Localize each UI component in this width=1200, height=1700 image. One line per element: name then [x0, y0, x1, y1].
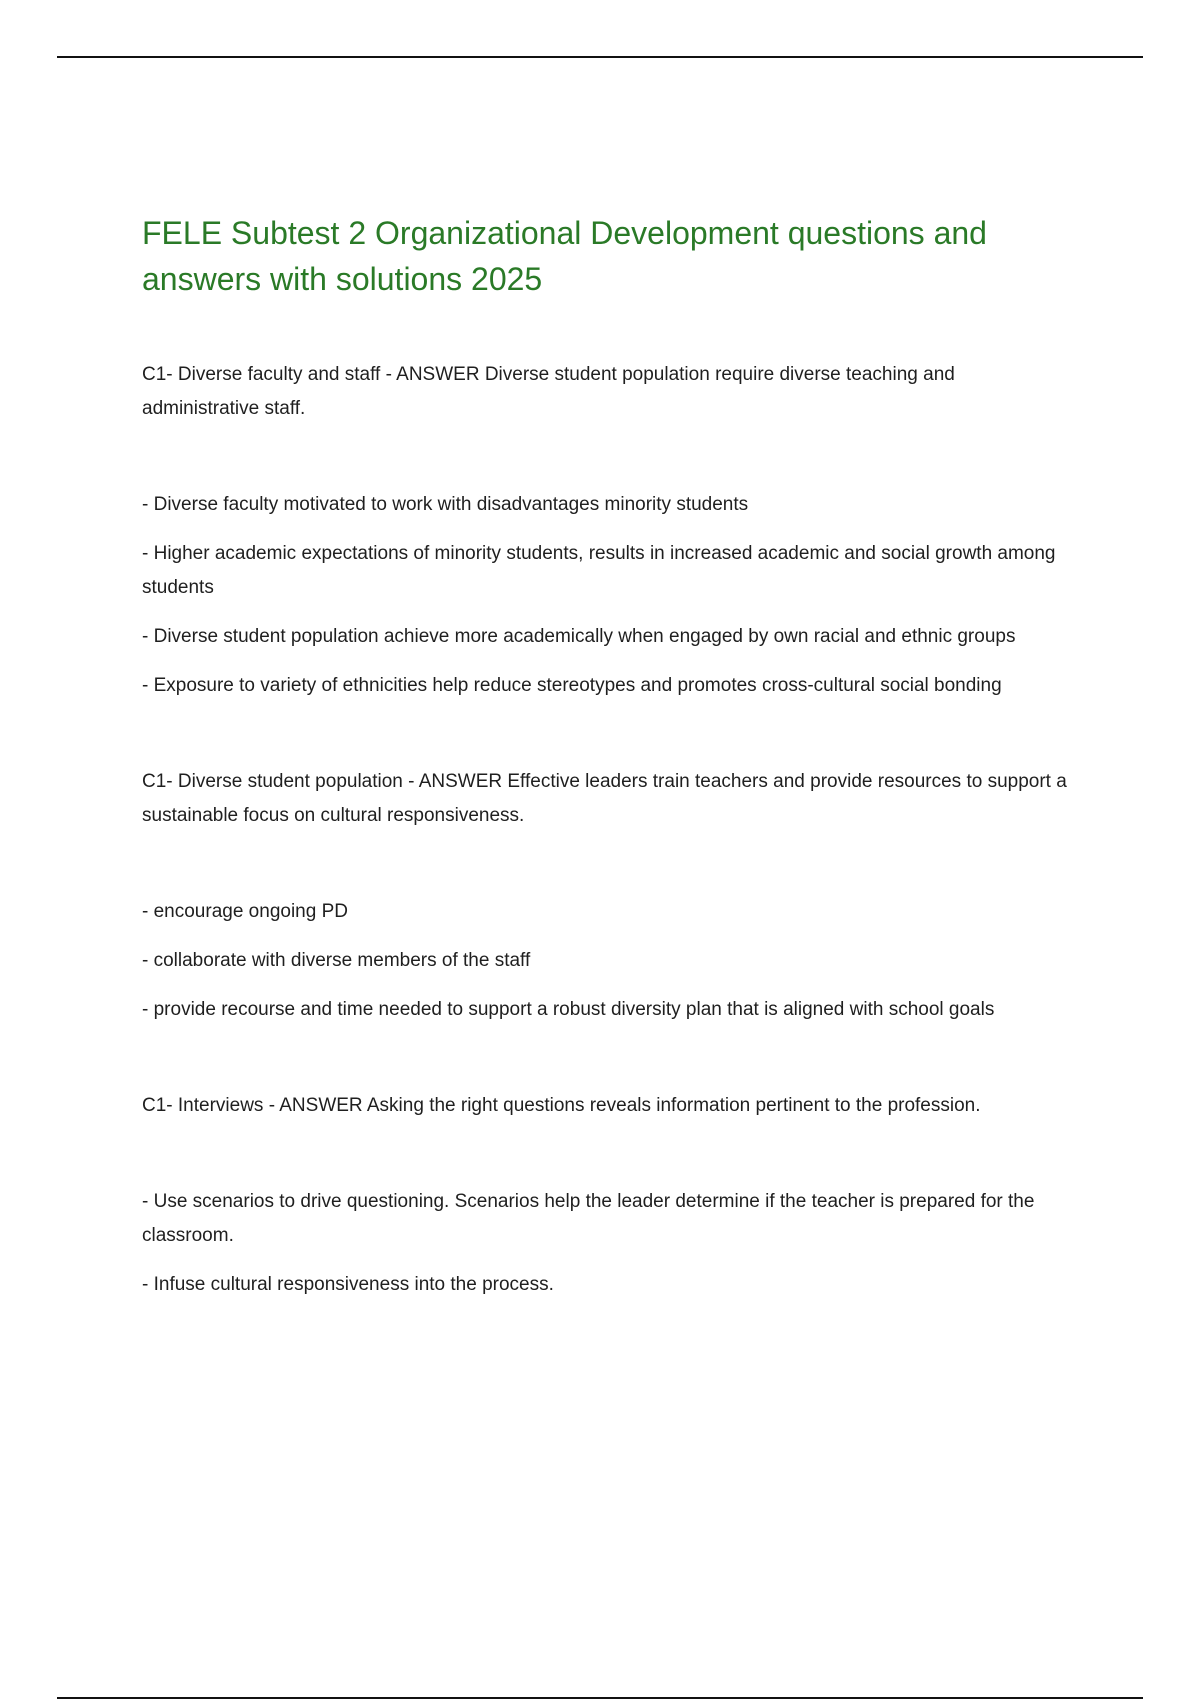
bullet-item: - Diverse faculty motivated to work with disadvantages minority students — [142, 494, 749, 515]
bullet-item: - Diverse student population achieve more academically when engaged by own racial and ethnic groups — [142, 626, 1016, 647]
footer-rule — [57, 1697, 1143, 1699]
bullet-list — [142, 488, 1072, 703]
bullet-item: - Exposure to variety of ethnicities help reduce stereotypes and promotes cross-cultural social bonding — [142, 675, 1002, 696]
document-body — [142, 210, 1072, 1317]
qa-text: C1- Diverse student population - ANSWER Effective leaders train teachers and provide resources to support a sustainable focus on cultural responsiveness. — [142, 771, 1067, 826]
bullet-item: - Infuse cultural responsiveness into the process. — [142, 1274, 554, 1295]
document-title: FELE Subtest 2 Organizational Development questions and answers with solutions 2025 — [142, 215, 987, 297]
bullet-item: - provide recourse and time needed to support a robust diversity plan that is aligned with school goals — [142, 999, 995, 1020]
header-rule — [57, 56, 1143, 58]
qa-text: C1- Diverse faculty and staff - ANSWER Diverse student population require diverse teaching and administrative staff. — [142, 364, 955, 419]
qa-section-diverse-students — [142, 765, 1072, 1027]
bullet-list — [142, 1185, 1072, 1302]
bullet-item: - Use scenarios to drive questioning. Scenarios help the leader determine if the teacher is prepared for the classroom. — [142, 1191, 1035, 1246]
bullet-item: - collaborate with diverse members of the staff — [142, 950, 531, 971]
qa-section-interviews — [142, 1089, 1072, 1302]
bullet-list — [142, 895, 1072, 1027]
qa-section-diverse-faculty — [142, 358, 1072, 703]
qa-text: C1- Interviews - ANSWER Asking the right questions reveals information pertinent to the profession. — [142, 1095, 981, 1116]
bullet-item: - Higher academic expectations of minority students, results in increased academic and social growth among students — [142, 543, 1056, 598]
bullet-item: - encourage ongoing PD — [142, 901, 348, 922]
